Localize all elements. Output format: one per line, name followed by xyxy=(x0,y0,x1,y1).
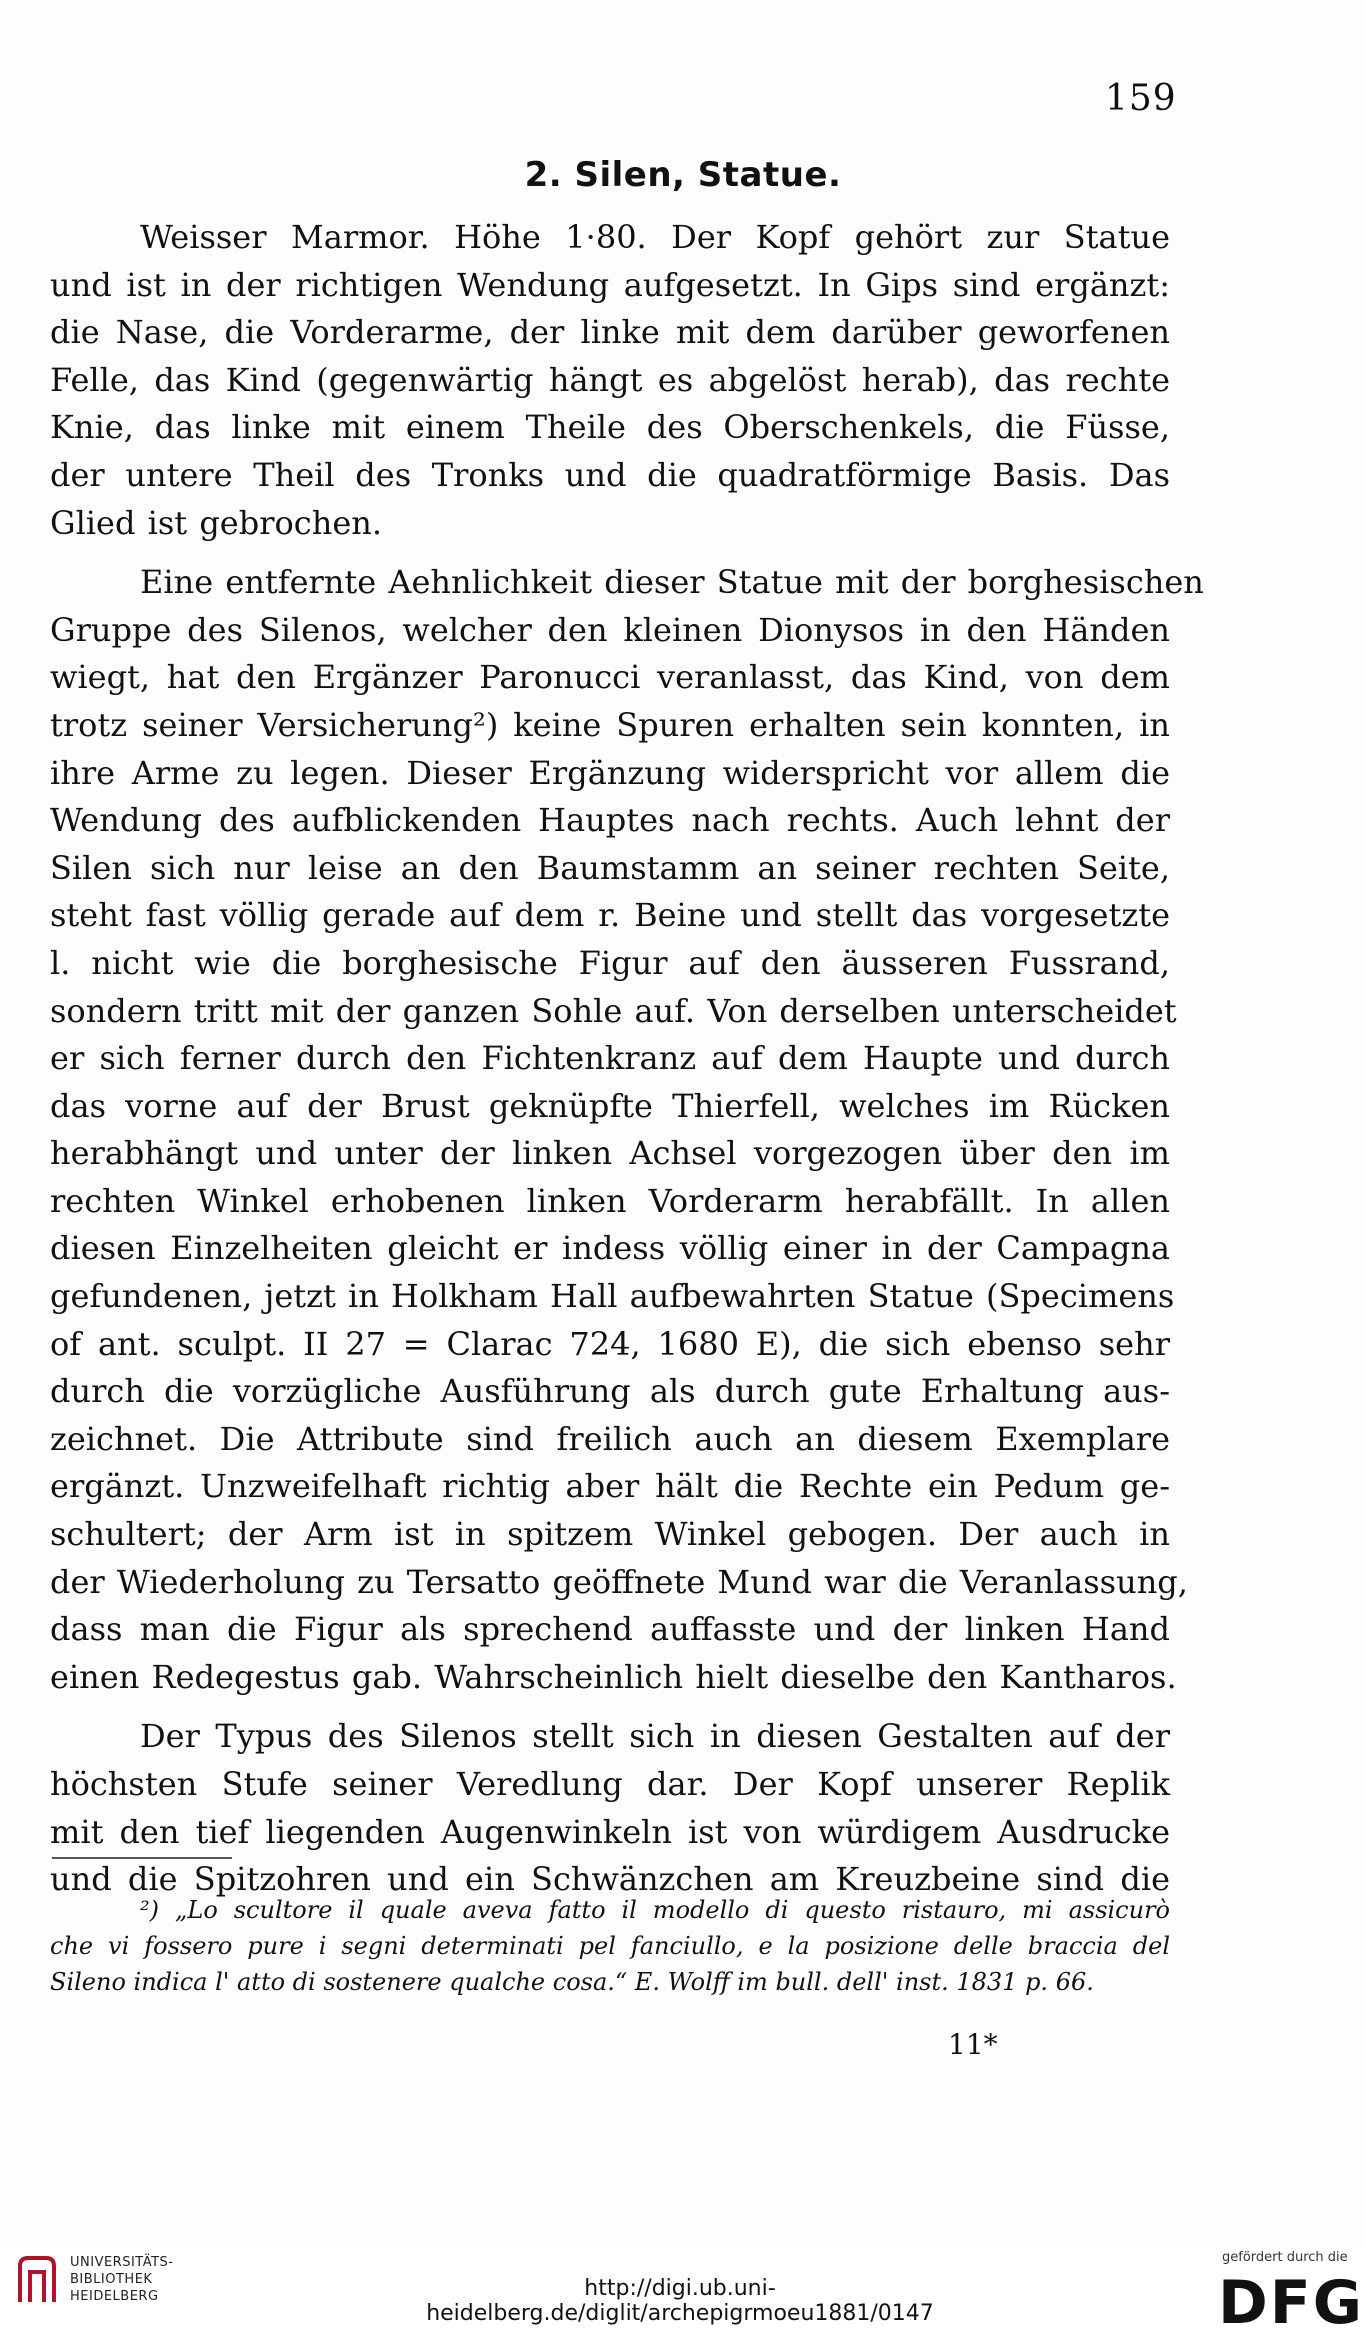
body-text xyxy=(50,214,1204,1904)
text-line: mit den tief liegenden Augenwinkeln ist von würdigem Ausdrucke xyxy=(50,1812,1170,1851)
text-line: durch die vorzügliche Ausführung als durch gute Erhaltung aus- xyxy=(50,1372,1170,1411)
text-line: der untere Theil des Tronks und die quadratförmige Basis. Das xyxy=(50,455,1170,494)
text-line: er sich ferner durch den Fichtenkranz auf dem Haupte und durch xyxy=(50,1039,1170,1078)
text-line: Eine entfernte Aehnlichkeit dieser Statue mit der borghesischen xyxy=(140,563,1204,602)
text-line: zeichnet. Die Attribute sind freilich auch an diesem Exemplare xyxy=(50,1419,1170,1458)
text-line: ergänzt. Unzweifelhaft richtig aber hält die Rechte ein Pedum ge- xyxy=(50,1467,1170,1506)
text-line: rechten Winkel erhobenen linken Vorderarm herabfällt. In allen xyxy=(50,1181,1170,1220)
text-line: gefundenen, jetzt in Holkham Hall aufbewahrten Statue (Specimens xyxy=(50,1277,1175,1316)
text-line: Knie, das linke mit einem Theile des Oberschenkels, die Füsse, xyxy=(50,408,1170,447)
funding-label: gefördert durch die xyxy=(1222,2250,1348,2265)
text-line: die Nase, die Vorderarme, der linke mit dem darüber geworfenen xyxy=(50,313,1170,352)
text-line: wiegt, hat den Ergänzer Paronucci veranlasst, das Kind, von dem xyxy=(50,658,1170,697)
text-line: Silen sich nur leise an den Baumstamm an seiner rechten Seite, xyxy=(50,848,1170,887)
text-line: Gruppe des Silenos, welcher den kleinen Dionysos in den Händen xyxy=(50,610,1170,649)
footnote-line: Sileno indica l' atto di sostenere qualche cosa.“ E. Wolff im bull. dell' inst. 1831 p. 66. xyxy=(50,1968,1094,1996)
text-line: ihre Arme zu legen. Dieser Ergänzung widerspricht vor allem die xyxy=(50,753,1170,792)
text-line: herabhängt und unter der linken Achsel vorgezogen über den im xyxy=(50,1134,1170,1173)
university-logo-icon xyxy=(12,2252,62,2308)
text-line: of ant. sculpt. II 27 = Clarac 724, 1680 E), die sich ebenso sehr xyxy=(50,1324,1170,1363)
text-line: und die Spitzohren und ein Schwänzchen am Kreuzbeine sind die xyxy=(50,1860,1170,1899)
dfg-logo: DFG xyxy=(1218,2268,1365,2338)
library-name: UNIVERSITÄTS- BIBLIOTHEK HEIDELBERG xyxy=(70,2255,174,2304)
text-line: diesen Einzelheiten gleicht er indess völlig einer in der Campagna xyxy=(50,1229,1170,1268)
text-line: trotz seiner Versicherung²) keine Spuren erhalten sein konnten, in xyxy=(50,705,1170,744)
text-line: Felle, das Kind (gegenwärtig hängt es abgelöst herab), das rechte xyxy=(50,360,1170,399)
footnote-line: ²) „Lo scultore il quale aveva fatto il modello di questo ristauro, mi assicurò xyxy=(140,1896,1170,1924)
section-title: 2. Silen, Statue. xyxy=(524,155,842,195)
text-line: dass man die Figur als sprechend auffasste und der linken Hand xyxy=(50,1610,1170,1649)
text-line: das vorne auf der Brust geknüpfte Thierfell, welches im Rücken xyxy=(50,1086,1170,1125)
text-line: Weisser Marmor. Höhe 1·80. Der Kopf gehört zur Statue xyxy=(140,218,1170,256)
text-line: einen Redegestus gab. Wahrscheinlich hielt dieselbe den Kantharos. xyxy=(50,1657,1177,1696)
source-url-link[interactable]: http://digi.ub.uni-heidelberg.de/diglit/archepigrmoeu1881/0147 xyxy=(426,2276,934,2326)
text-line: höchsten Stufe seiner Veredlung dar. Der Kopf unserer Replik xyxy=(50,1765,1170,1803)
text-line: Wendung des aufblickenden Hauptes nach rechts. Auch lehnt der xyxy=(50,801,1170,840)
text-line: schultert; der Arm ist in spitzem Winkel gebogen. Der auch in xyxy=(50,1515,1170,1554)
text-line: steht fast völlig gerade auf dem r. Beine und stellt das vorgesetzte xyxy=(50,896,1170,935)
text-line: Der Typus des Silenos stellt sich in diesen Gestalten auf der xyxy=(140,1717,1170,1756)
footnote-rule xyxy=(52,1857,232,1859)
paragraph-gap xyxy=(50,1701,1170,1713)
text-line: Glied ist gebrochen. xyxy=(50,503,383,542)
page-number: 159 xyxy=(1105,78,1177,119)
text-line: und ist in der richtigen Wendung aufgesetzt. In Gips sind ergänzt: xyxy=(50,265,1170,304)
paragraph-gap xyxy=(50,547,1170,559)
signature-mark: 11* xyxy=(948,2028,998,2061)
footnotes xyxy=(50,1892,1170,2000)
text-line: l. nicht wie die borghesische Figur auf den äusseren Fussrand, xyxy=(50,943,1170,982)
text-line: der Wiederholung zu Tersatto geöffnete Mund war die Veranlassung, xyxy=(50,1562,1188,1601)
footnote-line: che vi fossero pure i segni determinati pel fanciullo, e la posizione delle braccia del xyxy=(50,1932,1170,1960)
text-line: sondern tritt mit der ganzen Sohle auf. Von derselben unterscheidet xyxy=(50,991,1177,1030)
